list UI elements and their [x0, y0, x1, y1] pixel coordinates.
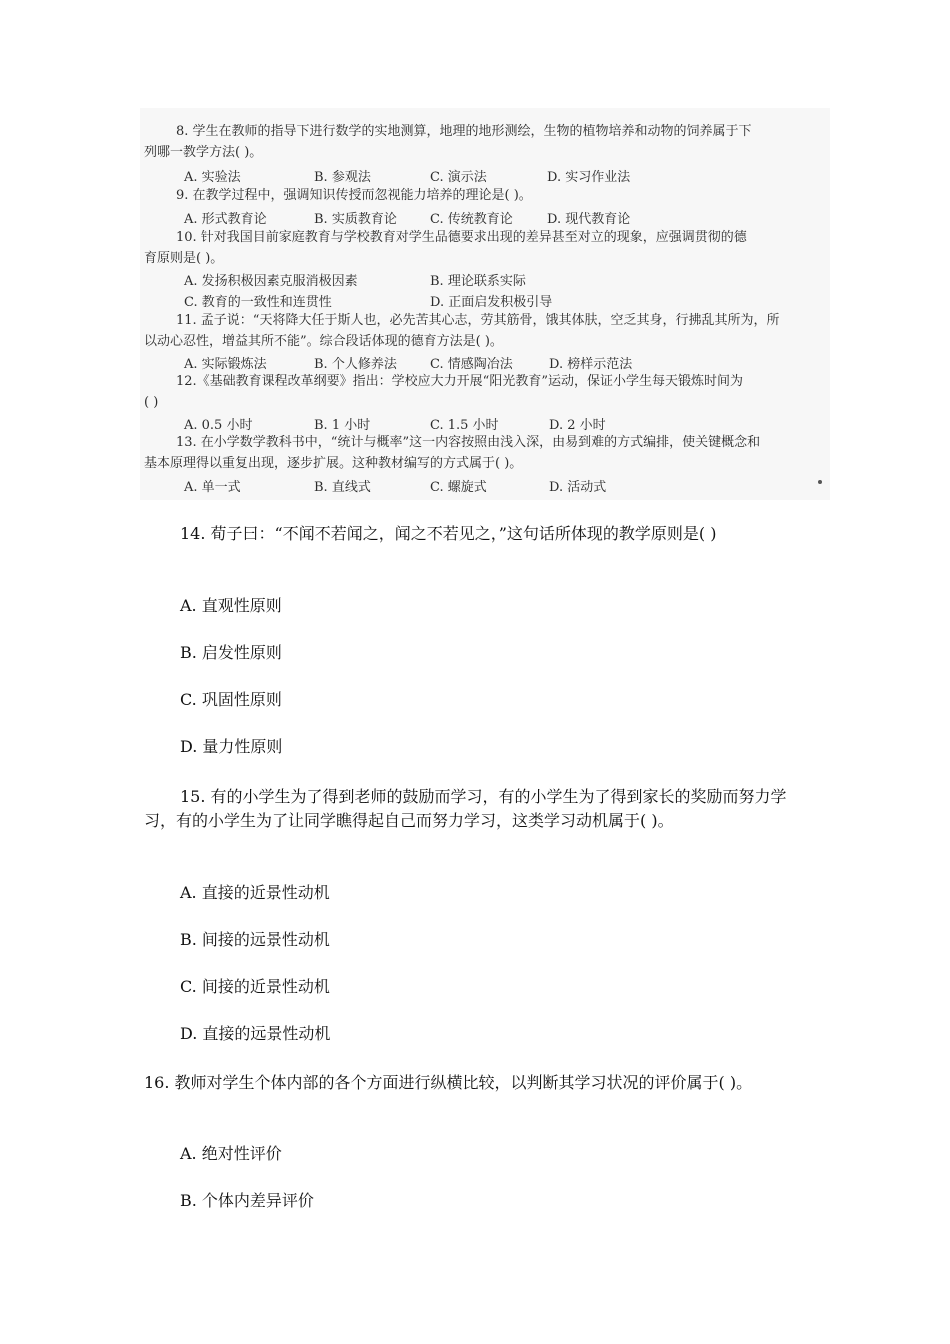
q15-option-a: A. 直接的近景性动机	[180, 883, 330, 902]
q16-stem: 16. 教师对学生个体内部的各个方面进行纵横比较，以判断其学习状况的评价属于( )。	[144, 1073, 753, 1092]
q14-option-b: B. 启发性原则	[180, 643, 282, 662]
q10-stem-line-1: 10. 针对我国目前家庭教育与学校教育对学生品德要求出现的差异甚至对立的现象，应强调贯彻的德	[176, 230, 747, 245]
q11-option-d: D. 榜样示范法	[549, 357, 633, 372]
q8-option-b: B. 参观法	[314, 170, 371, 185]
q10-option-a: A. 发扬积极因素克服消极因素	[184, 274, 358, 289]
q9-option-d: D. 现代教育论	[547, 212, 631, 227]
q15-option-d: D. 直接的远景性动机	[180, 1024, 331, 1043]
q9-option-c: C. 传统教育论	[430, 212, 513, 227]
q12-stem-line-1: 12.《基础教育课程改革纲要》指出：学校应大力开展“阳光教育”运动，保证小学生每天锻炼时间为	[176, 374, 743, 389]
q10-stem-line-2: 育原则是( )。	[144, 251, 224, 266]
q16-option-b: B. 个体内差异评价	[180, 1191, 314, 1210]
q11-option-c: C. 情感陶冶法	[430, 357, 513, 372]
q8-stem-line-2: 列哪一教学方法( )。	[144, 145, 263, 160]
q10-option-c: C. 教育的一致性和连贯性	[184, 295, 332, 310]
q15-stem: 15. 有的小学生为了得到老师的鼓励而学习，有的小学生为了得到家长的奖励而努力学习，有的小学生为了让同学瞧得起自己而努力学习，这类学习动机属于( )。	[144, 787, 787, 830]
q13-option-a: A. 单一式	[184, 480, 241, 495]
q11-option-b: B. 个人修养法	[314, 357, 397, 372]
q11-stem-line-2: 以动心忍性，增益其所不能”。综合段话体现的德育方法是( )。	[144, 334, 503, 349]
q10-option-d: D. 正面启发积极引导	[430, 295, 553, 310]
q14-option-d: D. 量力性原则	[180, 737, 283, 756]
q14-option-a: A. 直观性原则	[180, 596, 282, 615]
q13-option-c: C. 螺旋式	[430, 480, 487, 495]
q13-stem-line-1: 13. 在小学数学教科书中，“统计与概率”这一内容按照由浅入深，由易到难的方式编排，使关键概念和	[176, 435, 761, 450]
q10-option-b: B. 理论联系实际	[430, 274, 526, 289]
q12-option-a: A. 0.5 小时	[184, 418, 253, 433]
q12-option-d: D. 2 小时	[549, 418, 606, 433]
q9-option-a: A. 形式教育论	[184, 212, 267, 227]
q11-stem-line-1: 11. 孟子说：“天将降大任于斯人也，必先苦其心志，劳其筋骨，饿其体肤，空乏其身，行拂乱其所为，所	[176, 313, 780, 328]
q9-stem: 9. 在教学过程中，强调知识传授而忽视能力培养的理论是( )。	[176, 188, 532, 203]
q11-option-a: A. 实际锻炼法	[184, 357, 267, 372]
q14-stem: 14. 荀子曰：“不闻不若闻之，闻之不若见之，”这句话所体现的教学原则是( )	[180, 524, 717, 543]
q16-option-a: A. 绝对性评价	[180, 1144, 282, 1163]
q12-option-b: B. 1 小时	[314, 418, 371, 433]
scanned-exam-image	[140, 108, 830, 500]
q13-option-b: B. 直线式	[314, 480, 371, 495]
q12-stem-line-2: ( )	[144, 395, 159, 410]
q15-option-b: B. 间接的远景性动机	[180, 930, 330, 949]
q13-option-d: D. 活动式	[549, 480, 607, 495]
q13-stem-line-2: 基本原理得以重复出现，逐步扩展。这种教材编写的方式属于( )。	[144, 456, 523, 471]
scan-speck	[818, 480, 822, 484]
q8-stem-line-1: 8. 学生在教师的指导下进行数学的实地测算，地理的地形测绘，生物的植物培养和动物的饲养属于下	[176, 124, 752, 139]
q8-option-c: C. 演示法	[430, 170, 487, 185]
q9-option-b: B. 实质教育论	[314, 212, 397, 227]
q12-option-c: C. 1.5 小时	[430, 418, 499, 433]
q8-option-a: A. 实验法	[184, 170, 241, 185]
q8-option-d: D. 实习作业法	[547, 170, 631, 185]
q14-option-c: C. 巩固性原则	[180, 690, 282, 709]
q15-option-c: C. 间接的近景性动机	[180, 977, 330, 996]
